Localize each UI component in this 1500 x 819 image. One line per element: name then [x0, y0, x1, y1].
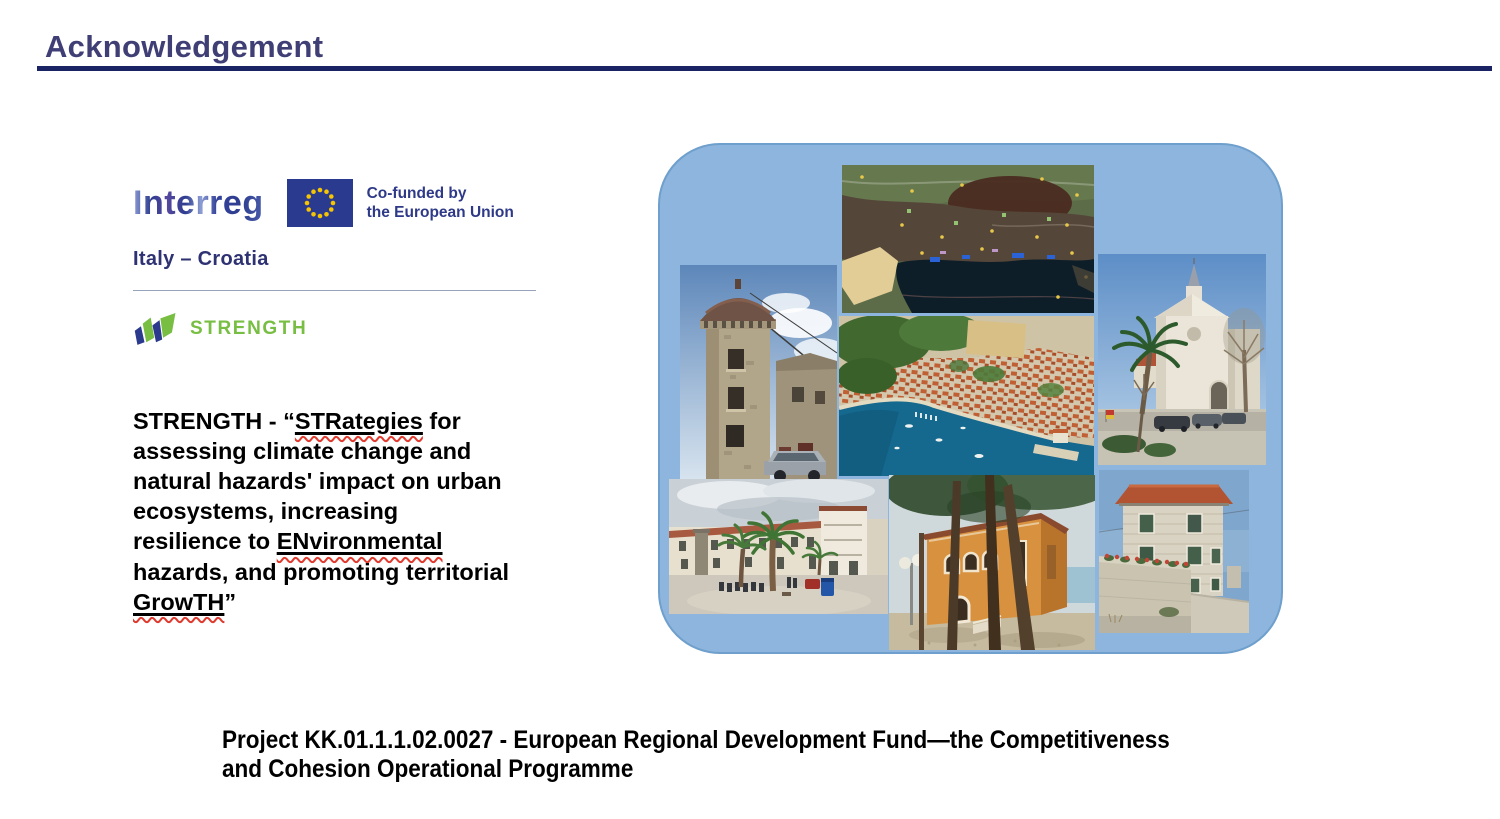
strength-w-icon	[133, 312, 179, 345]
strength-wordmark: STRENGTH	[190, 317, 308, 339]
cofunded-line1: Co-funded by	[366, 185, 467, 202]
page-title: Acknowledgement	[45, 28, 324, 64]
photo-orange-villa	[889, 475, 1095, 650]
desc-text: ecosystems, increasing	[133, 498, 399, 525]
funding-line1: Project KK.01.1.1.02.0027 - European Regional Development Fund—the Competitiveness	[222, 726, 1170, 754]
desc-text: resilience to	[133, 528, 277, 555]
desc-text: natural hazards' impact on urban	[133, 467, 502, 494]
desc-text: for	[422, 407, 461, 434]
desc-text: hazards, and promoting territorial	[133, 558, 510, 585]
desc-text: STRENGTH - “	[133, 407, 295, 434]
strength-logo-block	[133, 312, 307, 345]
photo-stone-tower	[680, 265, 837, 481]
interreg-wordmark: Interreg	[133, 179, 264, 227]
photo-stone-house	[1099, 470, 1249, 633]
photo-aerial-harbor-town	[839, 316, 1094, 476]
desc-text: assessing climate change and	[133, 437, 472, 464]
desc-text: ”	[224, 588, 237, 615]
programme-label: Italy – Croatia	[133, 248, 269, 270]
logo-divider	[133, 290, 536, 291]
funding-line2: and Cohesion Operational Programme	[222, 755, 634, 783]
title-divider	[37, 66, 1492, 71]
funding-statement	[222, 726, 1338, 784]
cofunded-line2: the European Union	[366, 204, 514, 221]
eu-flag-icon	[287, 179, 353, 227]
photo-satellite-bay	[842, 165, 1094, 313]
photo-church-palm	[1098, 254, 1266, 465]
desc-underlined-word: GrowTH	[133, 588, 225, 615]
desc-underlined-word: STRategies	[294, 407, 423, 434]
interreg-logo-block	[133, 179, 514, 227]
desc-underlined-word: ENvironmental	[276, 528, 443, 555]
photo-town-square	[669, 479, 888, 614]
cofunded-label	[367, 184, 514, 222]
project-description	[133, 406, 573, 617]
photo-collage-panel	[658, 143, 1283, 654]
